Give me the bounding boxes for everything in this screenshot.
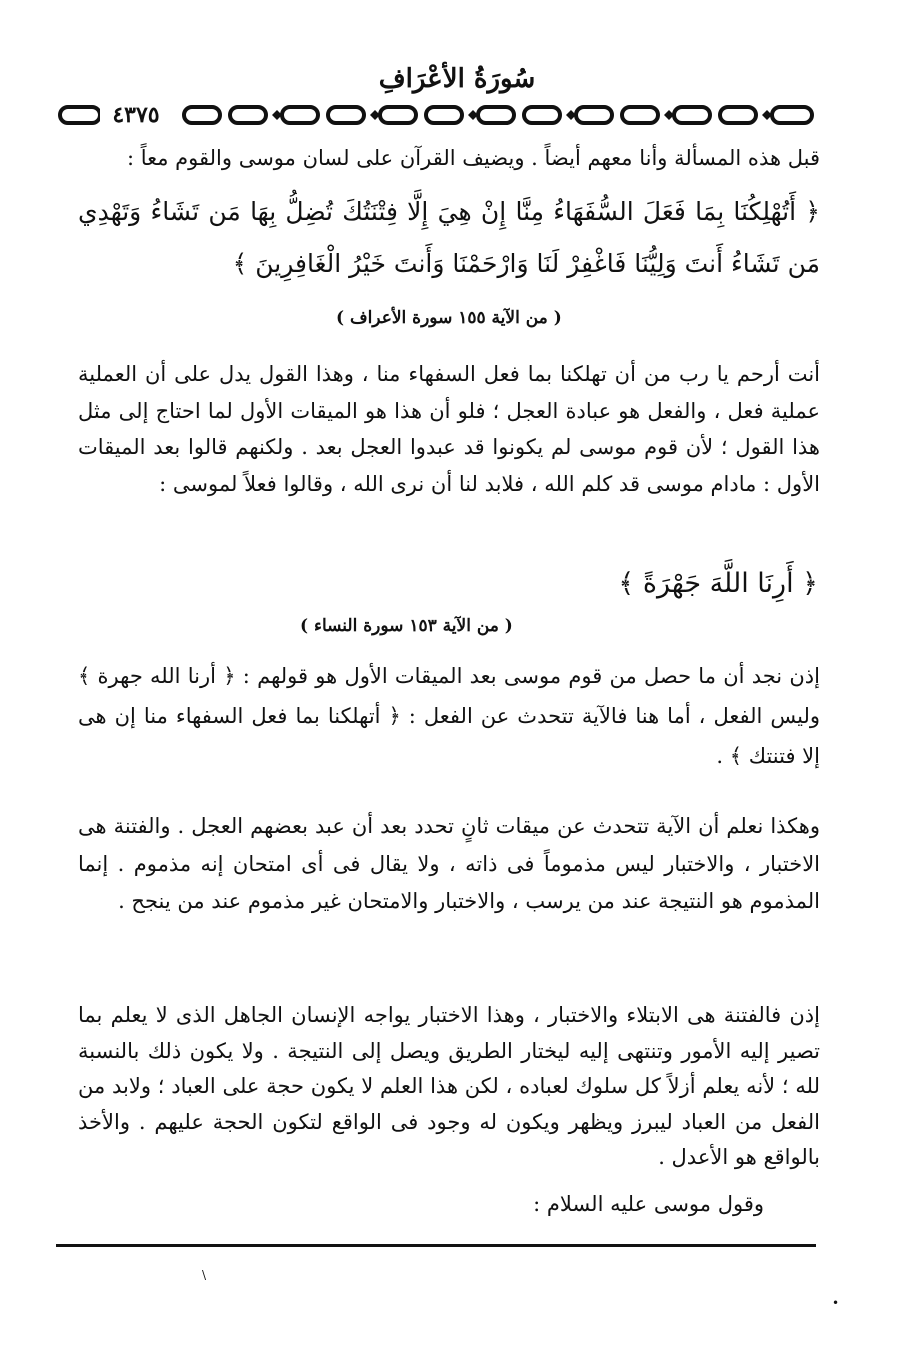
footer-divider (56, 1244, 816, 1247)
paragraph-3: وهكذا نعلم أن الآية تتحدث عن ميقات ثانٍ تحدد بعد أن عبد بعضهم العجل . والفتنة هى الاختبار ، والاختبار ليس مذموماً فى ذاته ، ولا يقال فى أى امتحان إنه مذموم . إنما المذموم هو النتيجة عند من يرسب ، والاختبار والامتحان غير مذموم عند من ينجح . (78, 814, 820, 913)
paragraph-4: إذن فالفتنة هى الابتلاء والاختبار ، وهذا الاختبار يواجه الإنسان الجاهل الذى لا يعلم بما تصير إليه الأمور وتنتهى إليه ليختار الطريق ويصل إلى النتيجة . ولا يكون ذلك بالنسبة لله ؛ لأنه يعلم أزلاً كل سلوك لعباده ، لكن هذا العلم لا يكون حجة على العباد ؛ ولابد من الفعل من العباد ليبرز ويظهر ويكون له وجود فى الواقع لتكون الحجة عليهم . والأخذ بالواقع هو الأعدل . (78, 1003, 820, 1169)
ornamental-chain-rule (58, 100, 818, 130)
scan-dot: • (832, 1296, 840, 1310)
page-number: ٤٣٧٥ (100, 102, 172, 128)
paragraph-1: أنت أرحم يا رب من أن تهلكنا بما فعل السفهاء منا ، وهذا القول يدل على أن العملية عملية فعل ، والفعل هو عبادة العجل ؛ فلو أن هذا هو الميقات الأول لما احتاج إلى مثل هذا القول ؛ لأن قوم موسى لم يكونوا قد عبدوا العجل بعد . ولكنهم قالوا بعد الميقات الأول : مادام موسى قد كلم الله ، فلابد لنا أن نرى الله ، وقالوا فعلاً لموسى : (78, 362, 820, 496)
verse-citation-araf: ( من الآية ١٥٥ سورة الأعراف ) (336, 308, 562, 328)
paragraph-2: إذن نجد أن ما حصل من قوم موسى بعد الميقات الأول هو قولهم : ﴿ أرنا الله جهرة ﴾ وليس الفعل ، أما هنا فالآية تتحدث عن الفعل : ﴿ أتهلكنا بما فعل السفهاء منا إن هى إلا فتنتك ﴾ . (78, 664, 820, 768)
verse-citation-nisa: ( من الآية ١٥٣ سورة النساء ) (300, 616, 513, 636)
surah-title: سُورَةُ الأعْرَافِ (378, 64, 536, 94)
closing-line: وقول موسى عليه السلام : (533, 1192, 764, 1216)
scan-speck: \ (202, 1268, 207, 1282)
quran-verse-araf-155: ﴿ أَتُهْلِكُنَا بِمَا فَعَلَ السُّفَهَاءُ مِنَّا إِنْ هِيَ إِلَّا فِتْنَتُكَ تُضِلُّ بِهَا مَن تَشَاءُ وَتَهْدِي مَن تَشَاءُ أَنتَ وَلِيُّنَا فَاغْفِرْ لَنَا وَارْحَمْنَا وَأَنتَ خَيْرُ الْغَافِرِينَ ﴾ (78, 197, 820, 278)
quran-verse-nisa-153: ﴿ أَرِنَا اللَّهَ جَهْرَةً ﴾ (618, 568, 818, 599)
intro-text: قبل هذه المسألة وأنا معهم أيضاً . ويضيف القرآن على لسان موسى والقوم معاً : (126, 146, 820, 170)
